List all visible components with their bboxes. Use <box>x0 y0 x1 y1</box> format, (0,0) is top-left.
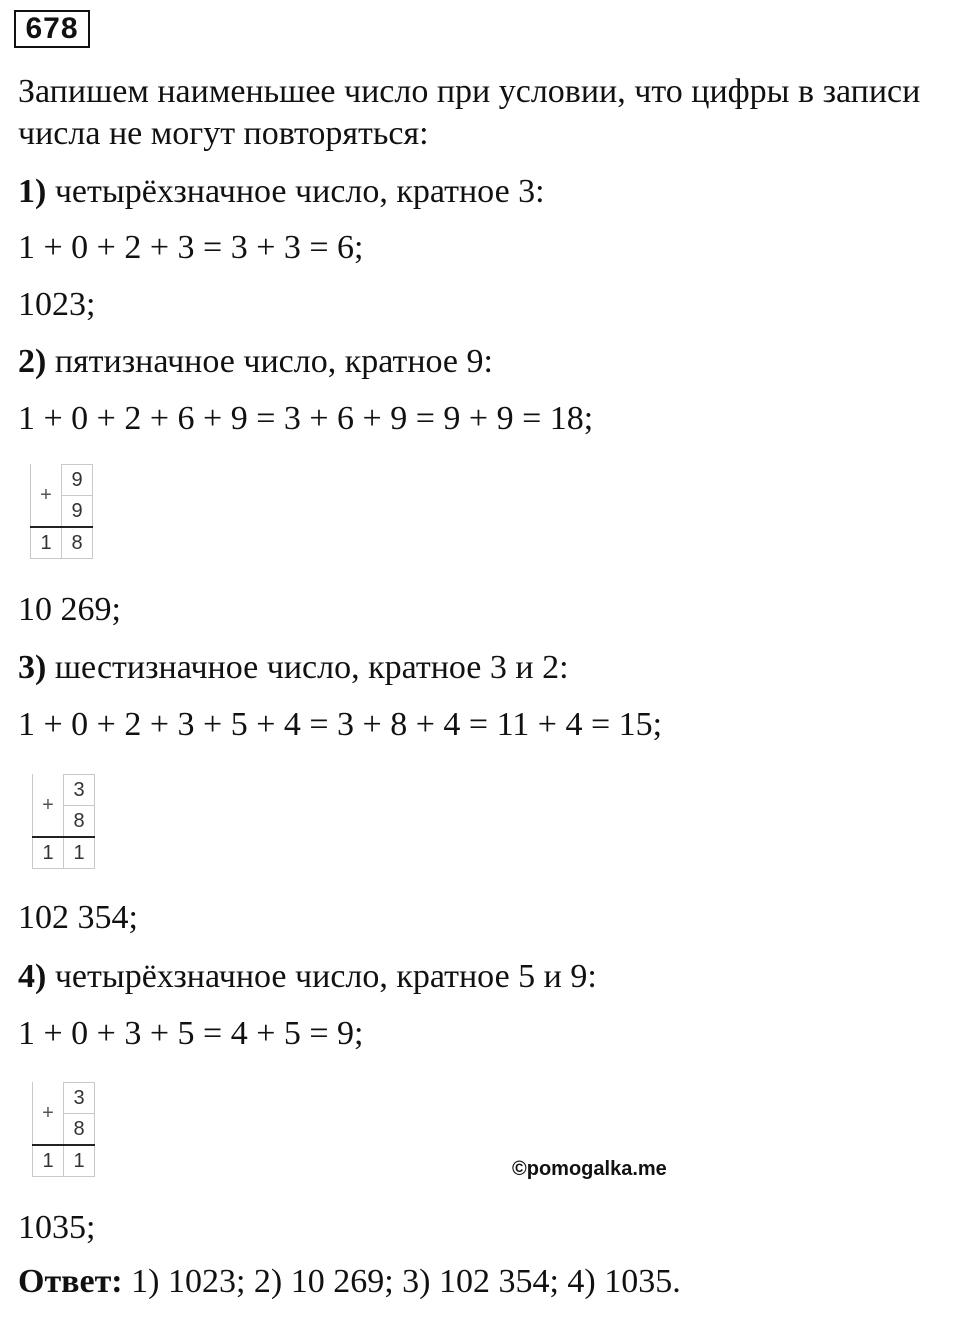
part-1-heading <box>18 172 545 212</box>
addend-1: 9 <box>62 465 93 496</box>
part-2-heading <box>18 342 493 382</box>
part-3-column-addition <box>32 774 95 869</box>
sum-digit: 1 <box>33 837 64 869</box>
plus-sign: + <box>33 1083 64 1146</box>
answer-text: 1) 1023; 2) 10 269; 3) 102 354; 4) 1035. <box>122 1263 681 1300</box>
problem-number: 678 <box>14 10 90 48</box>
addend-1: 3 <box>64 775 95 806</box>
part-4-result: 1035; <box>18 1209 96 1246</box>
part-2-label: 2) <box>18 343 47 380</box>
sum-digit: 1 <box>64 837 95 869</box>
part-2-result: 10 269; <box>18 591 121 628</box>
part-3-title: шестизначное число, кратное 3 и 2: <box>46 649 569 686</box>
sum-digit: 1 <box>33 1145 64 1177</box>
part-2-title: пятизначное число, кратное 9: <box>46 343 493 380</box>
part-3-heading <box>18 648 569 688</box>
sum-digit: 8 <box>62 527 93 559</box>
part-4-equation: 1 + 0 + 3 + 5 = 4 + 5 = 9; <box>18 1015 364 1052</box>
addend-2: 8 <box>64 1114 95 1146</box>
intro-line-1: Запишем наименьшее число при условии, что цифры в записи <box>18 73 921 110</box>
part-3-result: 102 354; <box>18 899 138 936</box>
intro-line-2: числа не могут повторяться: <box>18 115 429 152</box>
part-3-equation: 1 + 0 + 2 + 3 + 5 + 4 = 3 + 8 + 4 = 11 + 4 = 15; <box>18 706 663 743</box>
part-1-result: 1023; <box>18 286 96 323</box>
part-1-label: 1) <box>18 173 47 210</box>
plus-sign: + <box>31 465 62 528</box>
answer-line <box>18 1262 681 1302</box>
plus-sign: + <box>33 775 64 838</box>
part-4-column-addition <box>32 1082 95 1177</box>
part-1-title: четырёхзначное число, кратное 3: <box>46 173 545 210</box>
answer-label: Ответ: <box>18 1263 123 1300</box>
part-4-heading <box>18 957 597 997</box>
sum-digit: 1 <box>31 527 62 559</box>
addend-1: 3 <box>64 1083 95 1114</box>
addend-2: 8 <box>64 806 95 838</box>
watermark: ©pomogalka.me <box>512 1158 667 1180</box>
part-4-label: 4) <box>18 958 47 995</box>
part-2-equation: 1 + 0 + 2 + 6 + 9 = 3 + 6 + 9 = 9 + 9 = 18; <box>18 400 594 437</box>
part-4-title: четырёхзначное число, кратное 5 и 9: <box>46 958 597 995</box>
sum-digit: 1 <box>64 1145 95 1177</box>
part-2-column-addition <box>30 464 93 559</box>
part-3-label: 3) <box>18 649 47 686</box>
addend-2: 9 <box>62 496 93 528</box>
part-1-equation: 1 + 0 + 2 + 3 = 3 + 3 = 6; <box>18 229 364 266</box>
